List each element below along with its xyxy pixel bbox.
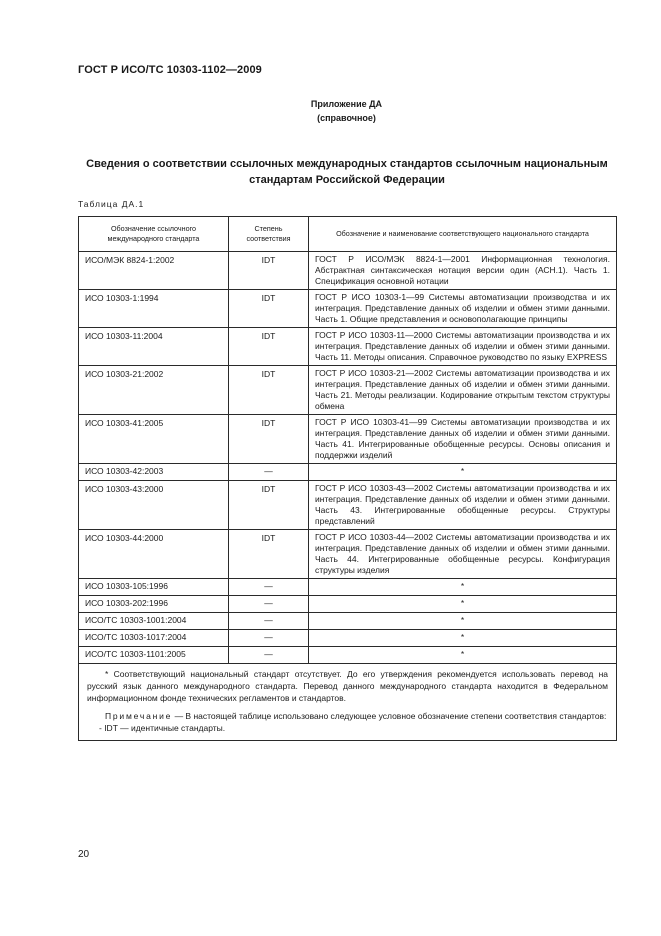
note-label: Примечание (105, 711, 173, 721)
degree-cell: — (229, 464, 309, 481)
degree-cell: IDT (229, 252, 309, 290)
national-standard-cell: ГОСТ Р ИСО 10303-44—2002 Системы автоматизации производства и их интеграция. Представление данных об изделии и обмен этими данными. Часть 44. Интегрированные обобщенные ресурсы. Конфигурация структуры изделия (309, 530, 617, 579)
page-number: 20 (78, 849, 90, 860)
table-notes (79, 664, 617, 741)
degree-cell: — (229, 579, 309, 596)
table-row (79, 415, 617, 464)
reference-standard-cell: ИСО 10303-202:1996 (79, 596, 229, 613)
reference-standard-cell: ИСО 10303-105:1996 (79, 579, 229, 596)
table-row (79, 613, 617, 630)
reference-standard-cell: ИСО 10303-41:2005 (79, 415, 229, 464)
degree-cell: — (229, 613, 309, 630)
national-standard-cell: ГОСТ Р ИСО 10303-1—99 Системы автоматизации производства и их интеграция. Представление данных об изделии и обмен этими данными. Часть 1. Общие представления и основополагающие принципы (309, 290, 617, 328)
national-standard-cell: ГОСТ Р ИСО 10303-41—99 Системы автоматизации производства и их интеграция. Представление данных об изделии и обмен этими данными. Часть 41. Интегрированные обобщенные ресурсы. Основы описания и поддержки изделий (309, 415, 617, 464)
reference-standard-cell: ИСО 10303-11:2004 (79, 328, 229, 366)
appendix-heading (0, 97, 661, 125)
table-row (79, 481, 617, 530)
degree-cell: IDT (229, 328, 309, 366)
table-note (87, 710, 608, 722)
table-row (79, 290, 617, 328)
reference-standard-cell: ИСО 10303-44:2000 (79, 530, 229, 579)
table-caption: Таблица ДА.1 (78, 199, 145, 209)
national-standard-cell: ГОСТ Р ИСО/МЭК 8824-1—2001 Информационная технология. Абстрактная синтаксическая нотация версии один (АСН.1). Часть 1. Спецификация основной нотации (309, 252, 617, 290)
column-header-national: Обозначение и наименование соответствующего национального стандарта (309, 217, 617, 252)
table-row (79, 596, 617, 613)
national-standard-cell: * (309, 647, 617, 664)
reference-standard-cell: ИСО 10303-21:2002 (79, 366, 229, 415)
degree-cell: IDT (229, 530, 309, 579)
degree-cell: IDT (229, 290, 309, 328)
table-header-row (79, 217, 617, 252)
reference-standard-cell: ИСО 10303-43:2000 (79, 481, 229, 530)
table-row (79, 366, 617, 415)
table-row (79, 464, 617, 481)
appendix-subtitle: (справочное) (317, 113, 376, 123)
degree-cell: IDT (229, 366, 309, 415)
table-footnote: * Соответствующий национальный стандарт отсутствует. До его утверждения рекомендуется использовать перевод на русский язык данного международного стандарта. Перевод данного международного стандарта находится в Федеральном информационном фонде технических регламентов и стандартов. (87, 669, 608, 703)
table-row (79, 328, 617, 366)
table-row (79, 579, 617, 596)
column-header-degree: Степень соответствия (229, 217, 309, 252)
national-standard-cell: * (309, 613, 617, 630)
column-header-reference: Обозначение ссылочного международного стандарта (79, 217, 229, 252)
table-row (79, 252, 617, 290)
table-notes-row (79, 664, 617, 741)
national-standard-cell: * (309, 579, 617, 596)
appendix-title: Приложение ДА (310, 99, 383, 109)
reference-standard-cell: ИСО 10303-42:2003 (79, 464, 229, 481)
reference-standard-cell: ИСО/ТС 10303-1101:2005 (79, 647, 229, 664)
national-standard-cell: ГОСТ Р ИСО 10303-21—2002 Системы автоматизации производства и их интеграция. Представление данных об изделии и обмен этими данными. Часть 21. Методы реализации. Кодирование открытым текстом структуры обмена (309, 366, 617, 415)
national-standard-cell: * (309, 630, 617, 647)
table-row (79, 530, 617, 579)
national-standard-cell: ГОСТ Р ИСО 10303-11—2000 Системы автоматизации производства и их интеграция. Представление данных об изделии и обмен этими данными. Часть 11. Методы описания. Справочное руководство по языку EXPRESS (309, 328, 617, 366)
degree-cell: — (229, 647, 309, 664)
table-row (79, 647, 617, 664)
reference-standard-cell: ИСО 10303-1:1994 (79, 290, 229, 328)
correspondence-table (78, 216, 617, 741)
note-text: — В настоящей таблице использовано следующее условное обозначение степени соответствия стандартов: (172, 711, 607, 721)
reference-standard-cell: ИСО/ТС 10303-1001:2004 (79, 613, 229, 630)
reference-standard-cell: ИСО/МЭК 8824-1:2002 (79, 252, 229, 290)
note-item: - IDT — идентичные стандарты. (99, 723, 226, 733)
degree-cell: — (229, 630, 309, 647)
degree-cell: IDT (229, 415, 309, 464)
degree-cell: IDT (229, 481, 309, 530)
degree-cell: — (229, 596, 309, 613)
reference-standard-cell: ИСО/ТС 10303-1017:2004 (79, 630, 229, 647)
national-standard-cell: ГОСТ Р ИСО 10303-43—2002 Системы автоматизации производства и их интеграция. Представление данных об изделии и обмен этими данными. Часть 43. Интегрированные обобщенные ресурсы. Структуры представлений (309, 481, 617, 530)
national-standard-cell: * (309, 596, 617, 613)
section-title: Сведения о соответствии ссылочных международных стандартов ссылочным национальным стандартам Российской Федерации (86, 158, 608, 186)
document-header: ГОСТ Р ИСО/ТС 10303-1102—2009 (78, 64, 262, 76)
table-row (79, 630, 617, 647)
national-standard-cell: * (309, 464, 617, 481)
